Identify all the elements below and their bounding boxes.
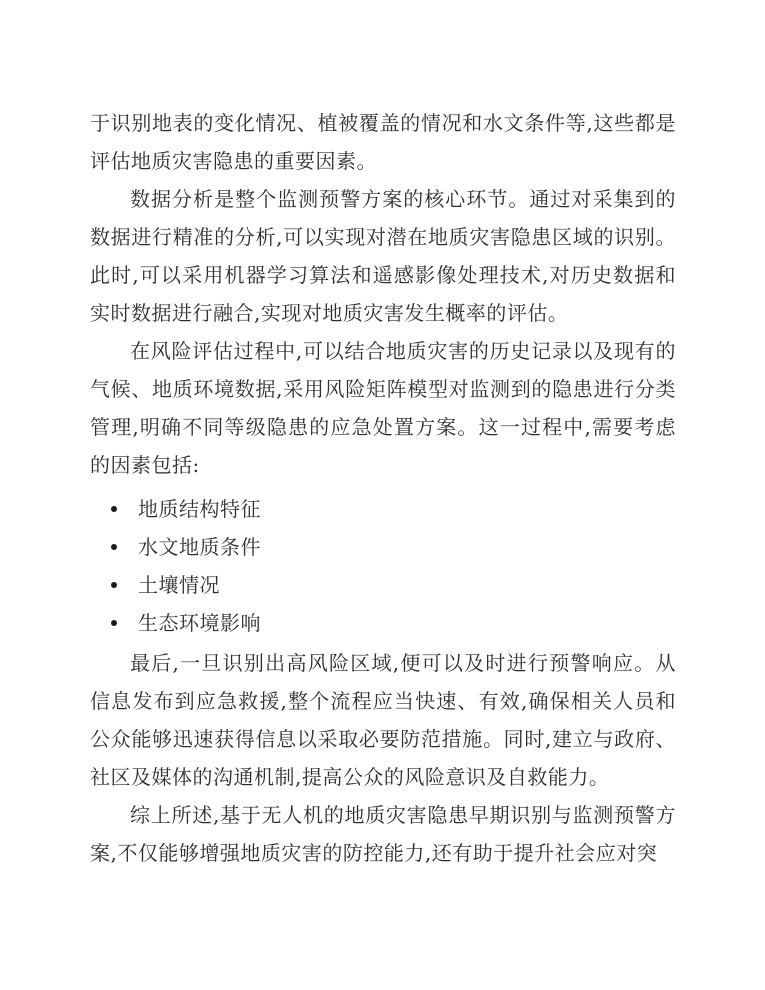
- paragraph-5: 最后,一旦识别出高风险区域,便可以及时进行预警响应。从信息发布到应急救援,整个流程应当快速、有效,确保相关人员和公众能够迅速获得信息以采取必要防范措施。同时,建立与政府、社区及媒体的沟通机制,提高公众的风险意识及自救能力。: [90, 651, 676, 789]
- list-item-text: 生态环境影响: [138, 611, 261, 635]
- list-item: [90, 528, 676, 566]
- list-item: [90, 566, 676, 604]
- bullet-icon: [111, 544, 117, 550]
- list-item-text: 土壤情况: [138, 573, 220, 597]
- list-item: [90, 604, 676, 642]
- paragraph-6: 综上所述,基于无人机的地质灾害隐患早期识别与监测预警方案,不仅能够增强地质灾害的防控能力,还有助于提升社会应对突: [90, 803, 676, 865]
- bullet-icon: [111, 582, 117, 588]
- bullet-icon: [111, 620, 117, 626]
- document-content: [90, 104, 676, 872]
- paragraph-3: 在风险评估过程中,可以结合地质灾害的历史记录以及现有的气候、地质环境数据,采用风险矩阵模型对监测到的隐患进行分类管理,明确不同等级隐患的应急处置方案。这一过程中,需要考虑的因素包括:: [90, 339, 676, 477]
- paragraph-2: 数据分析是整个监测预警方案的核心环节。通过对采集到的数据进行精准的分析,可以实现对潜在地质灾害隐患区域的识别。此时,可以采用机器学习算法和遥感影像处理技术,对历史数据和实时数据进行融合,实现对地质灾害发生概率的评估。: [90, 187, 676, 325]
- list-item-text: 水文地质条件: [138, 535, 261, 559]
- list-item: [90, 490, 676, 528]
- list-item-text: 地质结构特征: [138, 497, 261, 521]
- paragraph-1: 于识别地表的变化情况、植被覆盖的情况和水文条件等,这些都是评估地质灾害隐患的重要因素。: [90, 111, 676, 173]
- bullet-icon: [111, 506, 117, 512]
- bullet-list: [90, 490, 676, 642]
